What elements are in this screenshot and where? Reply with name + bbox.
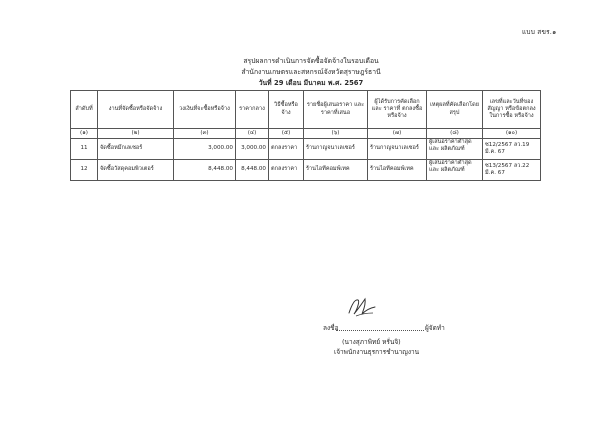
row-reason: ผู้เสนอราคาต่ำสุดและ ผลิตภัณฑ์ [427, 160, 483, 181]
row-winner: ร้านกาญจนาเลเซอร์ [368, 139, 427, 160]
row-bidder: ร้านกาญจนาเลเซอร์ [304, 139, 368, 160]
signature-label: ลงชื่อ [323, 324, 339, 332]
column-number: (๕) [269, 129, 304, 139]
row-reason: ผู้เสนอราคาต่ำสุดและ ผลิตภัณฑ์ [427, 139, 483, 160]
row-budget: 8,448.00 [174, 160, 236, 181]
column-number-row [71, 129, 541, 139]
column-header: งานที่จัดซื้อหรือจัดจ้าง [98, 91, 174, 129]
column-header: รายชื่อผู้เสนอราคา และราคาที่เสนอ [304, 91, 368, 129]
signature-line [336, 330, 424, 331]
signer-name: (นางสุภาพิทย์ หรั่นจิ) [342, 338, 401, 346]
row-number: 12 [71, 160, 98, 181]
row-winner: ร้านไอทีคอมพ์เทค [368, 160, 427, 181]
column-header: ผู้ได้รับการคัดเลือกและ ราคาที่ ตกลงซื้อหรือจ้าง [368, 91, 427, 129]
row-median-price: 8,448.00 [236, 160, 269, 181]
row-bidder: ร้านไอทีคอมพ์เทค [304, 160, 368, 181]
row-budget: 3,000.00 [174, 139, 236, 160]
report-date: วันที่ 29 เดือน มีนาคม พ.ศ. 2567 [258, 79, 364, 87]
table-row [71, 160, 541, 181]
column-number: (๓) [174, 129, 236, 139]
row-contract: ซ12/2567 ลว.19 มี.ค. 67 [483, 139, 541, 160]
row-item: จัดซื้อวัสดุคอมพิวเตอร์ [98, 160, 174, 181]
report-title: สรุปผลการดำเนินการจัดซื้อจัดจ้างในรอบเดือน [243, 57, 379, 65]
row-number: 11 [71, 139, 98, 160]
column-number: (๑๐) [483, 129, 541, 139]
procurement-table [70, 90, 541, 181]
column-number: (๘) [427, 129, 483, 139]
column-header: ลำดับที่ [71, 91, 98, 129]
row-item: จัดซื้อหมึกเลเซอร์ [98, 139, 174, 160]
column-number: (๔) [236, 129, 269, 139]
row-method: ตกลงราคา [269, 160, 304, 181]
office-name: สำนักงานเกษตรและสหกรณ์จังหวัดสุราษฎร์ธานี [241, 68, 381, 76]
column-header: ราคากลาง [236, 91, 269, 129]
row-method: ตกลงราคา [269, 139, 304, 160]
table-row [71, 139, 541, 160]
row-median-price: 3,000.00 [236, 139, 269, 160]
column-number: (๒) [98, 129, 174, 139]
table-header-row [71, 91, 541, 129]
column-number: (๖) [304, 129, 368, 139]
column-number: (๗) [368, 129, 427, 139]
form-code: แบบ สขร.๑ [522, 28, 557, 36]
column-header: เลขที่และวันที่ของสัญญา หรือข้อตกลงในการซื้อ หรือจ้าง [483, 91, 541, 129]
signature-scribble [345, 296, 379, 318]
signature-role: ผู้จัดทำ [425, 324, 445, 332]
signer-position: เจ้าพนักงานธุรการชำนาญงาน [334, 348, 420, 356]
column-header: เหตุผลที่คัดเลือกโดย สรุป [427, 91, 483, 129]
column-header: วิธีซื้อหรือจ้าง [269, 91, 304, 129]
column-number: (๑) [71, 129, 98, 139]
row-contract: ซ13/2567 ลว.22 มี.ค. 67 [483, 160, 541, 181]
column-header: วงเงินที่จะซื้อหรือจ้าง [174, 91, 236, 129]
